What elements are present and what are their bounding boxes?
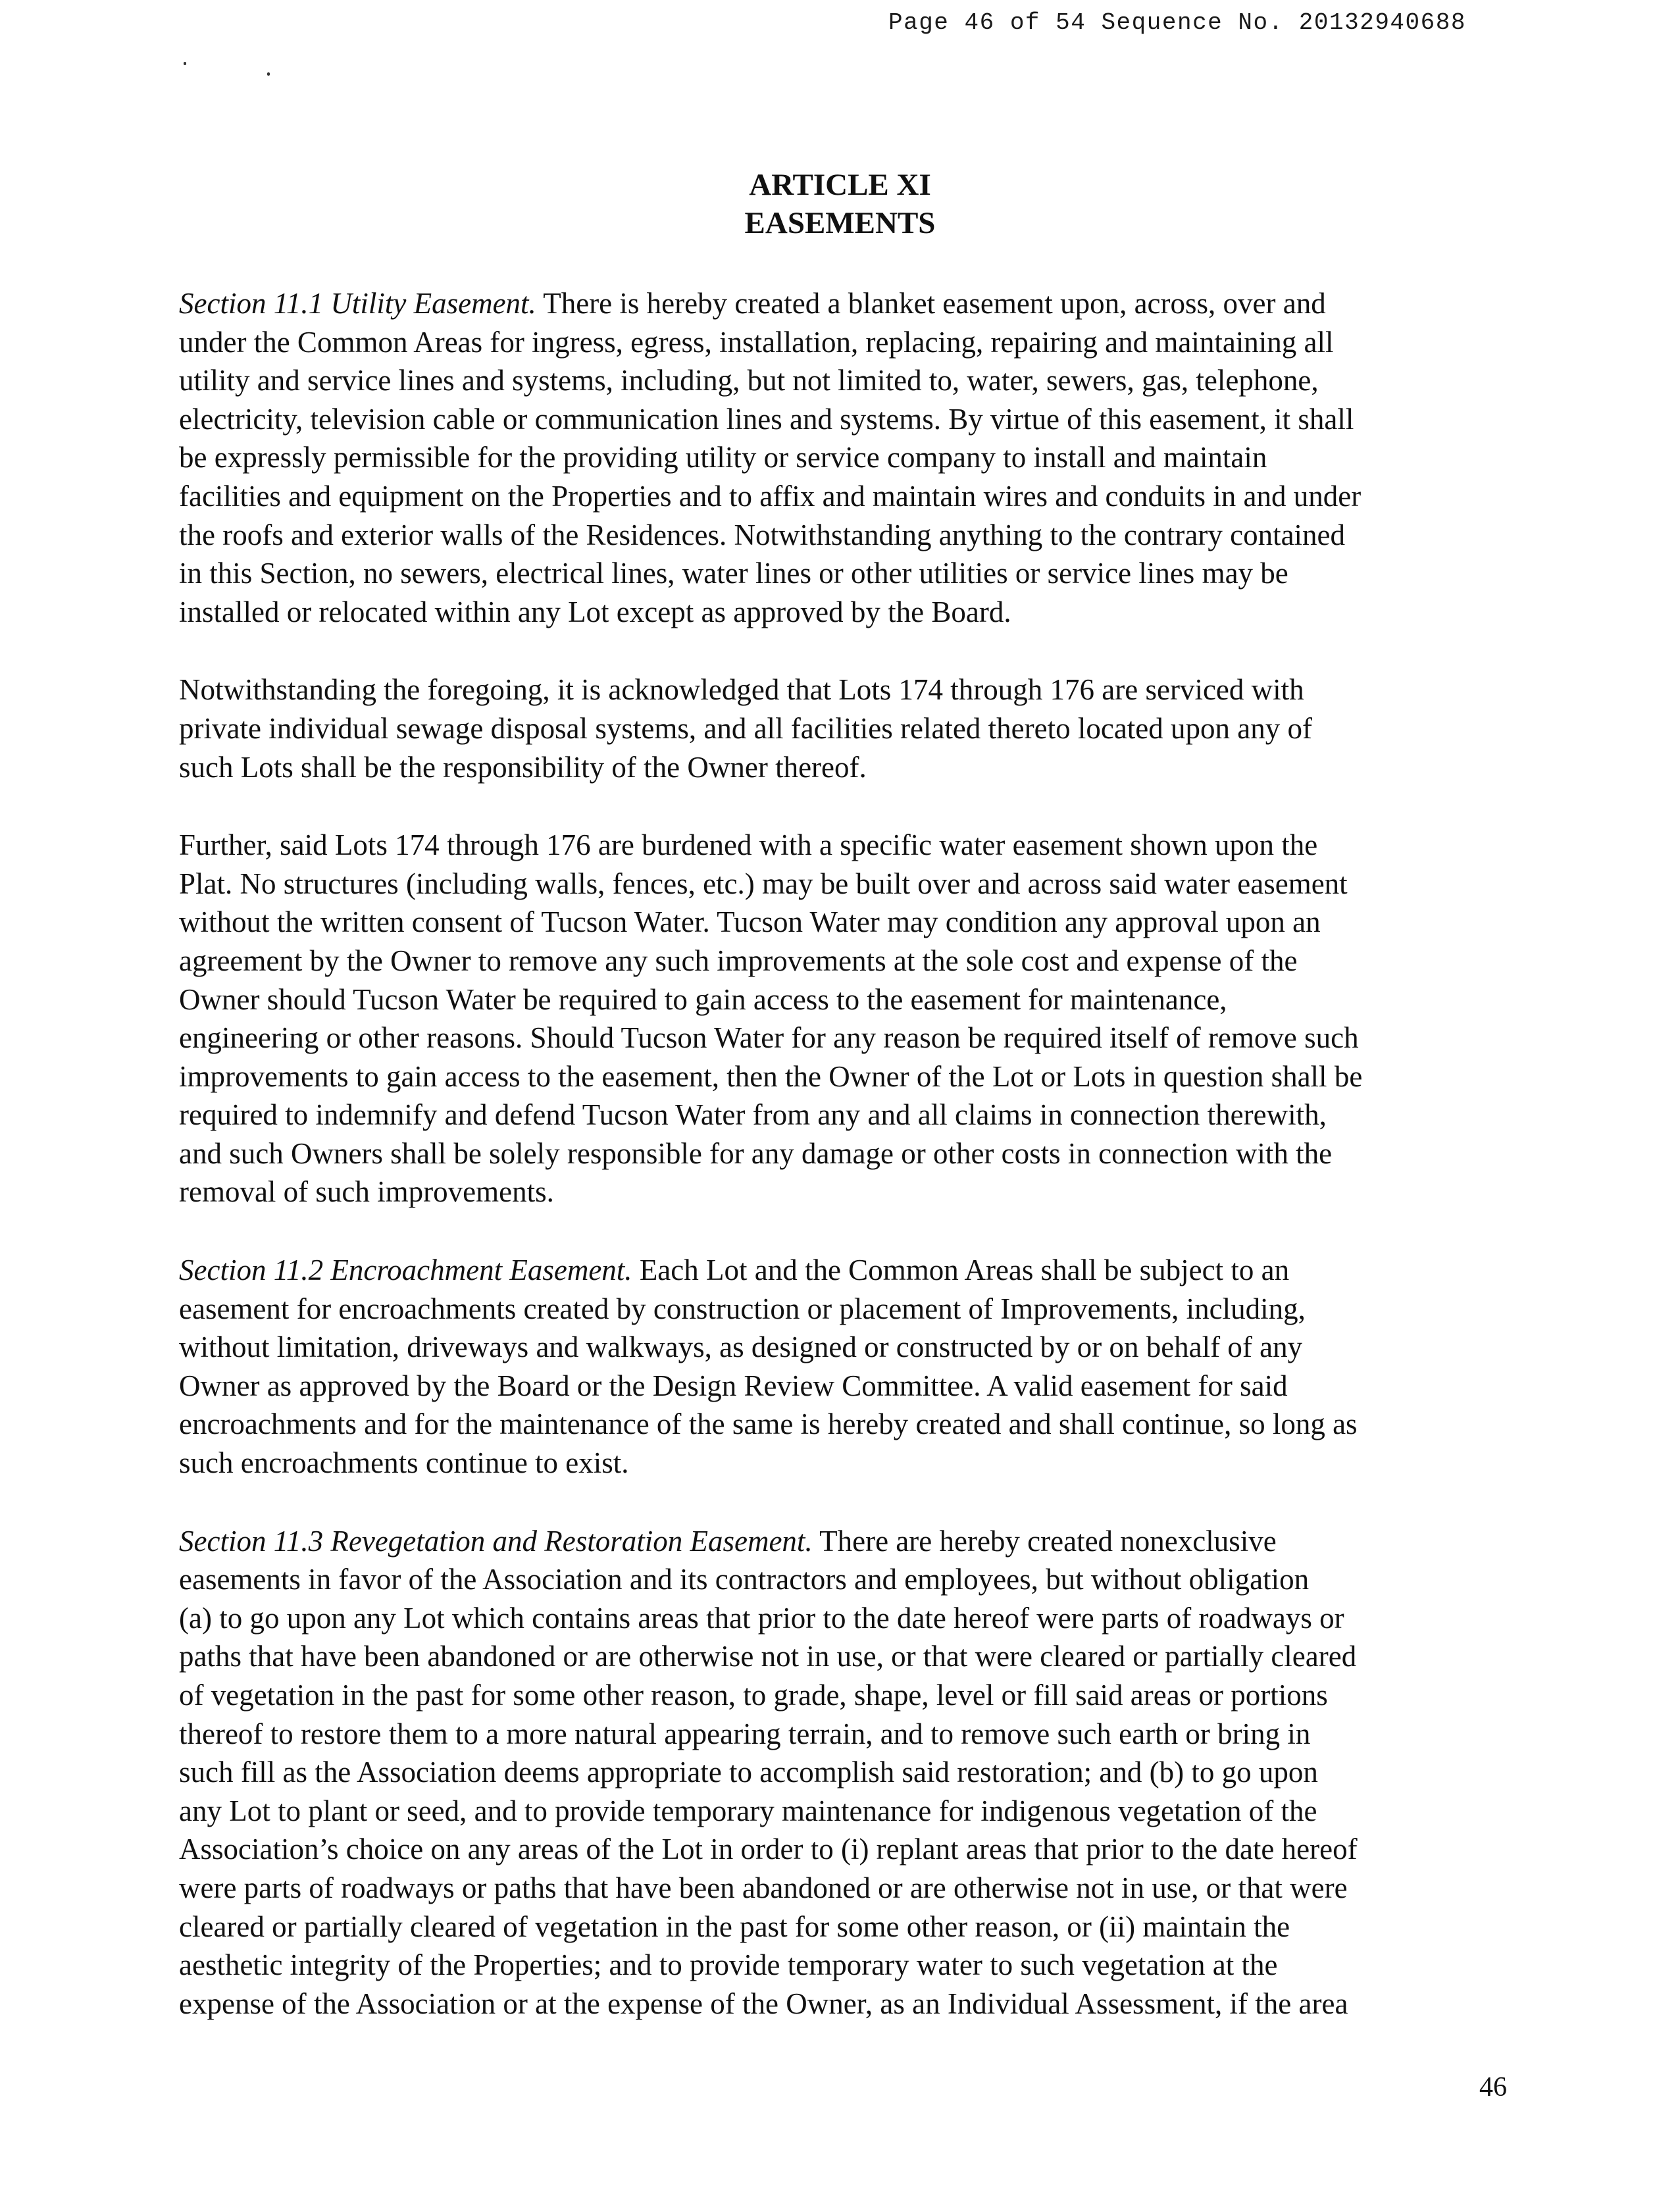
text-line: Section 11.3 Revegetation and Restoration Easement. There are hereby created nonexclusive (179, 1524, 1277, 1558)
page-sequence-stamp: Page 46 of 54 Sequence No. 20132940688 (888, 9, 1466, 36)
text-line: utility and service lines and systems, including, but not limited to, water, sewers, gas, telephone, (179, 364, 1319, 397)
text-line: of vegetation in the past for some other reason, to grade, shape, level or fill said areas or portions (179, 1679, 1328, 1712)
document-body (179, 284, 1508, 2062)
text-line: Association’s choice on any areas of the Lot in order to (i) replant areas that prior to the date hereof (179, 1833, 1358, 1866)
text-line: without limitation, driveways and walkways, as designed or constructed by or on behalf of any (179, 1331, 1303, 1364)
text-line: were parts of roadways or paths that have been abandoned or are otherwise not in use, or that were (179, 1871, 1348, 1904)
text-line: aesthetic integrity of the Properties; and to provide temporary water to such vegetation at the (179, 1948, 1278, 1982)
text-line: the roofs and exterior walls of the Residences. Notwithstanding anything to the contrary contained (179, 518, 1346, 551)
text-line: encroachments and for the maintenance of the same is hereby created and shall continue, so long as (179, 1408, 1358, 1441)
text-line: Section 11.2 Encroachment Easement. Each Lot and the Common Areas shall be subject to an (179, 1254, 1290, 1287)
scan-speck (184, 62, 186, 65)
text-line: removal of such improvements. (179, 1175, 554, 1209)
text-line: such fill as the Association deems appropriate to accomplish said restoration; and (b) to go upon (179, 1756, 1318, 1789)
section-11-1 (179, 284, 1508, 631)
text-line: private individual sewage disposal systems, and all facilities related thereto located upon any of (179, 711, 1312, 745)
text-line: engineering or other reasons. Should Tucson Water for any reason be required itself of remove such (179, 1021, 1359, 1055)
text-line: improvements to gain access to the easement, then the Owner of the Lot or Lots in question shall be (179, 1059, 1363, 1093)
text-line: Further, said Lots 174 through 176 are burdened with a specific water easement shown upon the (179, 828, 1318, 862)
text-line: expense of the Association or at the expense of the Owner, as an Individual Assessment, if the area (179, 1987, 1348, 2020)
text-line: agreement by the Owner to remove any such improvements at the sole cost and expense of the (179, 944, 1298, 977)
section-title: Section 11.2 Encroachment Easement. (179, 1254, 632, 1287)
text-line: without the written consent of Tucson Water. Tucson Water may condition any approval upon an (179, 905, 1321, 939)
text-line: (a) to go upon any Lot which contains areas that prior to the date hereof were parts of roadways or (179, 1601, 1344, 1635)
section-title: Section 11.1 Utility Easement. (179, 287, 536, 320)
text-line: paths that have been abandoned or are otherwise not in use, or that were cleared or partially cleared (179, 1640, 1357, 1673)
paragraph-lots-sewage (179, 671, 1508, 786)
text-line: be expressly permissible for the providing utility or service company to install and maintain (179, 441, 1267, 474)
text-line: any Lot to plant or seed, and to provide temporary maintenance for indigenous vegetation of the (179, 1794, 1317, 1827)
text-line: easement for encroachments created by construction or placement of Improvements, including, (179, 1292, 1306, 1325)
text-line: required to indemnify and defend Tucson Water from any and all claims in connection therewith, (179, 1098, 1327, 1132)
page-number: 46 (1479, 2072, 1507, 2102)
article-heading (0, 166, 1680, 242)
text-line: such encroachments continue to exist. (179, 1446, 629, 1480)
article-number: ARTICLE XI (749, 168, 931, 202)
text-line: Owner as approved by the Board or the Design Review Committee. A valid easement for said (179, 1369, 1288, 1402)
text-line: cleared or partially cleared of vegetation in the past for some other reason, or (ii) maintain the (179, 1910, 1290, 1943)
scan-speck (267, 72, 270, 76)
text-line: electricity, television cable or communication lines and systems. By virtue of this easement, it shall (179, 402, 1354, 436)
text-line: and such Owners shall be solely responsible for any damage or other costs in connection with the (179, 1136, 1333, 1170)
section-11-2 (179, 1251, 1508, 1483)
text-line: facilities and equipment on the Properties and to affix and maintain wires and conduits in and under (179, 479, 1362, 513)
text-line: Section 11.1 Utility Easement. There is hereby created a blanket easement upon, across, over and (179, 287, 1326, 320)
article-title: EASEMENTS (744, 206, 936, 240)
text-line: Plat. No structures (including walls, fences, etc.) may be built over and across said water easement (179, 867, 1348, 900)
text-line: Notwithstanding the foregoing, it is acknowledged that Lots 174 through 176 are serviced with (179, 673, 1304, 707)
section-title: Section 11.3 Revegetation and Restoration Easement. (179, 1524, 813, 1558)
paragraph-water-easement (179, 826, 1508, 1211)
text-line: installed or relocated within any Lot except as approved by the Board. (179, 595, 1011, 628)
text-line: easements in favor of the Association and its contractors and employees, but without obligation (179, 1563, 1310, 1596)
text-line: thereof to restore them to a more natural appearing terrain, and to remove such earth or bring in (179, 1717, 1311, 1750)
text-line: under the Common Areas for ingress, egress, installation, replacing, repairing and maintaining all (179, 325, 1334, 359)
text-line: Owner should Tucson Water be required to gain access to the easement for maintenance, (179, 982, 1227, 1016)
section-11-3 (179, 1522, 1508, 2023)
text-line: in this Section, no sewers, electrical lines, water lines or other utilities or service lines may be (179, 557, 1288, 590)
text-line: such Lots shall be the responsibility of the Owner thereof. (179, 750, 867, 784)
